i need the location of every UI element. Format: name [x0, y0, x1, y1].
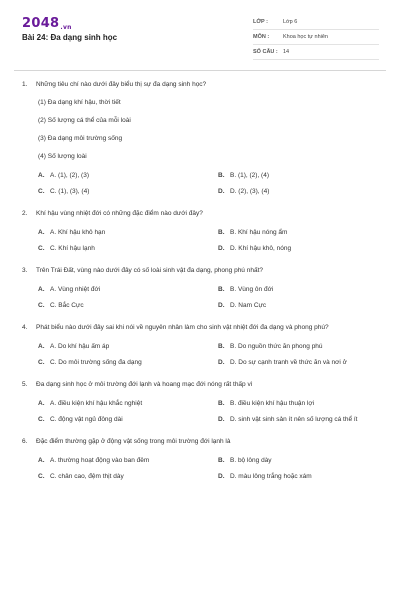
option-letter: B.	[218, 457, 225, 464]
option-text: D. Do sự cạnh tranh về thức ăn và nơi ở	[230, 359, 347, 366]
question-3	[22, 266, 382, 314]
question-list	[22, 80, 382, 494]
option-text: D. Khí hậu khô, nóng	[230, 245, 292, 252]
answer-option-a[interactable]	[22, 282, 202, 298]
answer-option-a[interactable]	[22, 453, 202, 469]
option-letter: D.	[218, 245, 225, 252]
question-number: 6.	[22, 438, 28, 445]
option-letter: B.	[218, 172, 225, 179]
option-text: B. Vùng ôn đới	[230, 286, 274, 293]
question-line	[22, 380, 382, 390]
option-letter: C.	[38, 245, 45, 252]
question-line	[22, 323, 382, 333]
answer-option-c[interactable]	[22, 469, 202, 485]
question-5	[22, 380, 382, 428]
question-6	[22, 437, 382, 485]
question-statement: (2) Số lượng cá thể của mỗi loài	[38, 117, 131, 124]
option-text: C. động vật ngủ đông dài	[50, 416, 123, 423]
meta-value: Lớp 6	[283, 19, 298, 25]
option-letter: D.	[218, 416, 225, 423]
option-text: B. (1), (2), (4)	[230, 172, 270, 179]
answer-option-d[interactable]	[202, 412, 382, 428]
option-letter: A.	[38, 400, 45, 407]
option-letter: B.	[218, 286, 225, 293]
meta-label: SỐ CÂU :	[253, 49, 278, 55]
question-number: 3.	[22, 267, 28, 274]
option-text: A. Khí hậu khô hạn	[50, 229, 106, 236]
answer-option-c[interactable]	[22, 298, 202, 314]
option-text: B. Khí hậu nóng ẩm	[230, 229, 288, 236]
answer-option-b[interactable]	[202, 453, 382, 469]
option-letter: A.	[38, 172, 45, 179]
option-letter: A.	[38, 457, 45, 464]
option-text: B. điều kiện khí hậu thuận lợi	[230, 400, 315, 407]
question-1	[22, 80, 382, 200]
question-statement: (4) Số lượng loài	[38, 153, 87, 160]
question-text: Phát biểu nào dưới đây sai khi nói về nguyên nhân làm cho sinh vật nhiệt đới đa dạng và phong phú?	[36, 324, 329, 331]
answer-options	[22, 339, 382, 371]
answer-option-a[interactable]	[22, 339, 202, 355]
question-text: Trên Trái Đất, vùng nào dưới đây có số loài sinh vật đa dạng, phong phú nhất?	[36, 267, 263, 274]
question-statement: (1) Đa dạng khí hậu, thời tiết	[38, 99, 121, 106]
option-letter: D.	[218, 188, 225, 195]
question-text: Những tiêu chí nào dưới đây biểu thị sự đa dạng sinh học?	[36, 81, 207, 88]
question-number: 2.	[22, 210, 28, 217]
option-text: A. Do khí hậu ấm áp	[50, 343, 110, 350]
option-letter: D.	[218, 359, 225, 366]
meta-value: 14	[283, 49, 290, 55]
option-text: D. Nam Cực	[230, 302, 267, 309]
answer-option-c[interactable]	[22, 355, 202, 371]
option-letter: B.	[218, 229, 225, 236]
question-line	[22, 209, 382, 219]
option-text: C. Do môi trường sống đa dạng	[50, 359, 142, 366]
question-number: 1.	[22, 81, 28, 88]
page-title: Bài 24: Đa dạng sinh học	[22, 33, 118, 42]
header-divider	[14, 70, 386, 71]
option-text: B. Do nguồn thức ăn phong phú	[230, 343, 323, 350]
option-letter: A.	[38, 343, 45, 350]
meta-row-count	[253, 45, 379, 60]
meta-label: LỚP :	[253, 19, 268, 25]
option-text: A. thường hoạt động vào ban đêm	[50, 457, 150, 464]
question-number: 4.	[22, 324, 28, 331]
option-text: C. (1), (3), (4)	[50, 188, 90, 195]
answer-option-a[interactable]	[22, 225, 202, 241]
answer-option-b[interactable]	[202, 339, 382, 355]
question-statement: (3) Đa dạng môi trường sống	[38, 135, 123, 142]
question-text: Đặc điểm thường gặp ở động vật sống trong môi trường đới lạnh là	[36, 438, 231, 445]
option-letter: D.	[218, 473, 225, 480]
option-letter: B.	[218, 400, 225, 407]
option-text: A. Vùng nhiệt đới	[50, 286, 101, 293]
answer-option-d[interactable]	[202, 184, 382, 200]
option-text: D. sinh vật sinh sản ít nên số lượng cá thể ít	[230, 416, 358, 423]
option-text: A. (1), (2), (3)	[50, 172, 90, 179]
meta-row-subject	[253, 30, 379, 45]
answer-option-c[interactable]	[22, 184, 202, 200]
answer-option-d[interactable]	[202, 355, 382, 371]
page-header	[0, 0, 400, 64]
answer-options	[22, 282, 382, 314]
option-letter: D.	[218, 302, 225, 309]
answer-option-b[interactable]	[202, 282, 382, 298]
question-4	[22, 323, 382, 371]
option-text: C. Khí hậu lạnh	[50, 245, 95, 252]
answer-options	[22, 396, 382, 428]
answer-option-d[interactable]	[202, 469, 382, 485]
option-text: C. chân cao, đệm thịt dày	[50, 473, 124, 480]
answer-option-a[interactable]	[22, 168, 202, 184]
meta-info	[253, 15, 379, 60]
question-line	[22, 437, 382, 447]
option-letter: A.	[38, 229, 45, 236]
answer-option-c[interactable]	[22, 412, 202, 428]
question-2	[22, 209, 382, 257]
option-text: D. (2), (3), (4)	[230, 188, 270, 195]
option-letter: C.	[38, 188, 45, 195]
option-letter: B.	[218, 343, 225, 350]
option-letter: C.	[38, 359, 45, 366]
option-text: B. bộ lông dày	[230, 457, 272, 464]
answer-option-c[interactable]	[22, 241, 202, 257]
answer-options	[22, 225, 382, 257]
answer-option-d[interactable]	[202, 298, 382, 314]
option-text: D. màu lông trắng hoặc xám	[230, 473, 312, 480]
question-text: Khí hậu vùng nhiệt đới có những đặc điểm nào dưới đây?	[36, 210, 203, 217]
question-line	[22, 80, 382, 90]
meta-row-class	[253, 15, 379, 30]
answer-options	[22, 168, 382, 200]
option-letter: C.	[38, 416, 45, 423]
question-number: 5.	[22, 381, 28, 388]
option-letter: C.	[38, 302, 45, 309]
option-letter: C.	[38, 473, 45, 480]
answer-option-d[interactable]	[202, 241, 382, 257]
answer-option-b[interactable]	[202, 168, 382, 184]
answer-option-a[interactable]	[22, 396, 202, 412]
option-text: C. Bắc Cực	[50, 302, 84, 309]
question-text: Đa dạng sinh học ở môi trường đới lạnh và hoang mạc đới nóng rất thấp vì	[36, 381, 253, 388]
question-line	[22, 266, 382, 276]
answer-option-b[interactable]	[202, 396, 382, 412]
answer-option-b[interactable]	[202, 225, 382, 241]
option-letter: A.	[38, 286, 45, 293]
meta-value: Khoa học tự nhiên	[283, 34, 328, 40]
answer-options	[22, 453, 382, 485]
site-logo[interactable]: 2048.vn	[22, 16, 72, 31]
option-text: A. điều kiện khí hậu khắc nghiệt	[50, 400, 143, 407]
meta-label: MÔN :	[253, 34, 270, 40]
